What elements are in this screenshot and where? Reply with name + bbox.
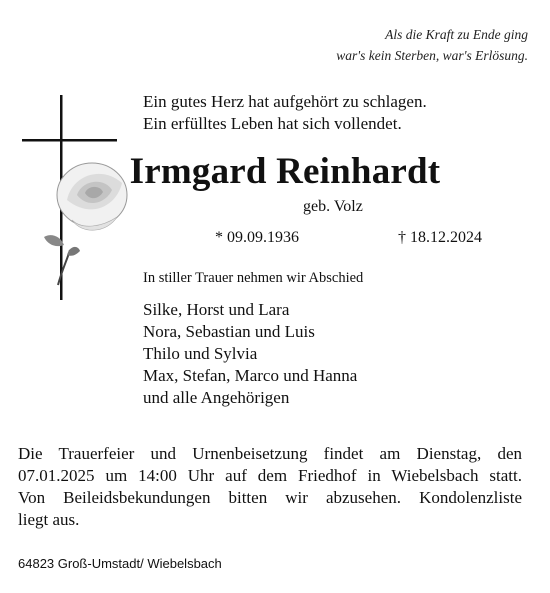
- family-member: Thilo und Sylvia: [143, 344, 258, 363]
- death-date: † 18.12.2024: [398, 229, 482, 246]
- cross-with-rose: [22, 95, 142, 300]
- mourning-line: In stiller Trauer nehmen wir Abschied: [143, 270, 364, 286]
- family-list: [143, 299, 357, 409]
- family-member: Silke, Horst und Lara: [143, 300, 290, 319]
- notice-line-4: liegt aus.: [18, 510, 80, 529]
- birth-date: * 09.09.1936: [215, 229, 299, 246]
- deceased-name: Irmgard Reinhardt: [129, 151, 441, 192]
- family-member: und alle Angehörigen: [143, 388, 290, 407]
- notice-line-3: Von Beileidsbekundungen bitten wir abzusehen. Kondolenzliste: [18, 488, 522, 507]
- motto-line-2: war's kein Sterben, war's Erlösung.: [336, 48, 528, 63]
- funeral-notice: [18, 443, 522, 531]
- intro-line-1: Ein gutes Herz hat aufgehört zu schlagen.: [143, 92, 427, 111]
- notice-line-2: 07.01.2025 um 14:00 Uhr auf dem Friedhof in Wiebelsbach statt.: [18, 466, 522, 485]
- notice-line-1: Die Trauerfeier und Urnenbeisetzung findet am Dienstag, den: [18, 444, 522, 463]
- maiden-name: geb. Volz: [303, 198, 363, 215]
- location: 64823 Groß-Umstadt/ Wiebelsbach: [18, 556, 222, 571]
- intro-line-2: Ein erfülltes Leben hat sich vollendet.: [143, 114, 402, 133]
- family-member: Nora, Sebastian und Luis: [143, 322, 315, 341]
- cross-icon: [22, 95, 142, 300]
- motto-line-1: Als die Kraft zu Ende ging: [385, 27, 528, 42]
- intro-text: [143, 91, 427, 135]
- family-member: Max, Stefan, Marco und Hanna: [143, 366, 358, 385]
- motto: [336, 24, 528, 66]
